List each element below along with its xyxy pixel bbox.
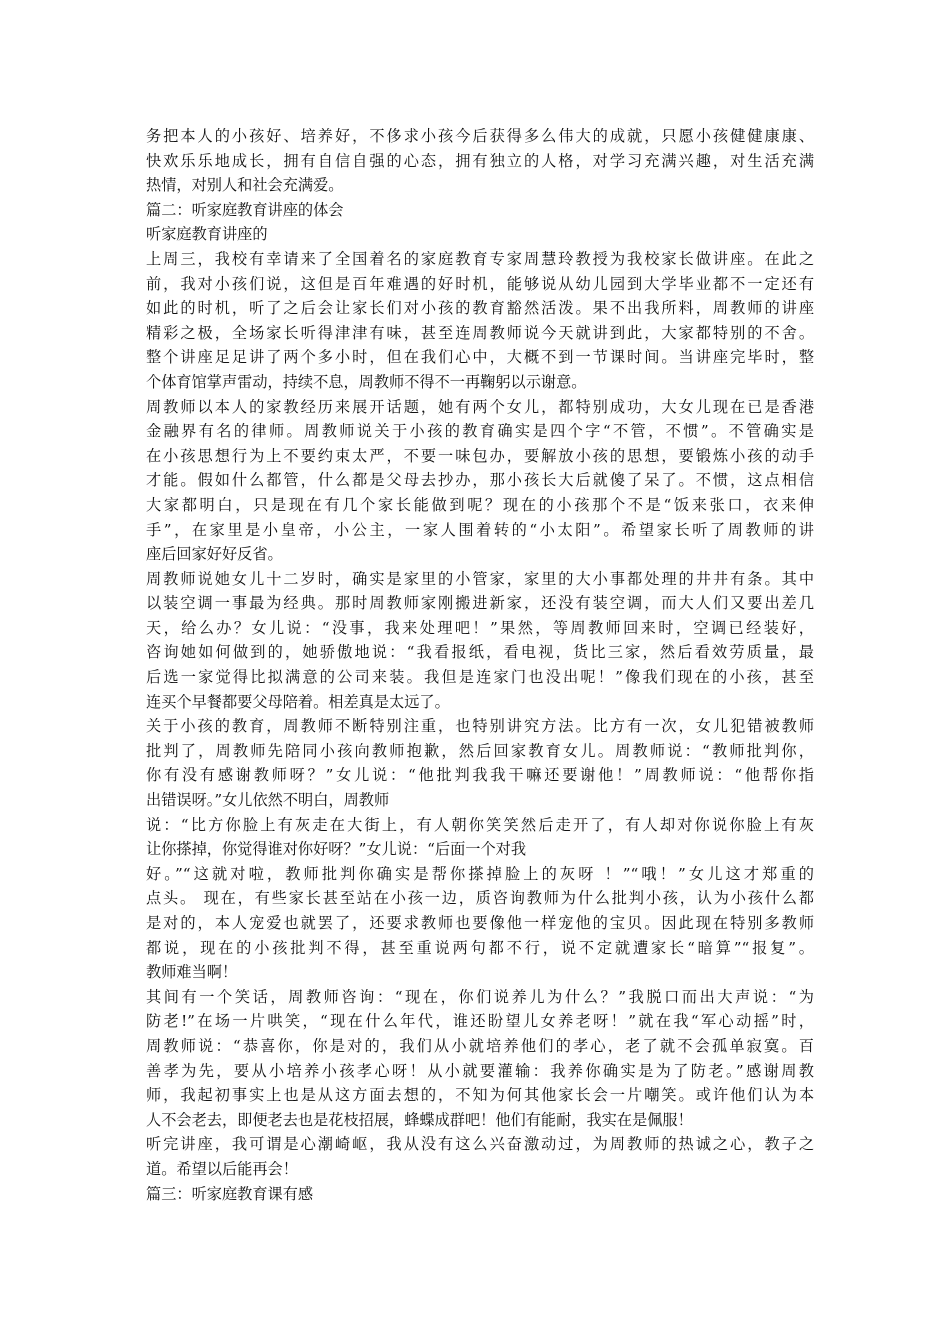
text-line: 出错误呀。”女儿依然不明白，周教师: [146, 791, 390, 810]
text-line: 后选一家觉得比拟满意的公司来装。我但是连家门也没出呢！”像我们现在的小孩，甚至: [146, 668, 814, 687]
text-line: 教师难当啊！: [146, 963, 238, 982]
text-line: 精彩之极，全场家长听得津津有味，甚至连周教师说今天就讲到此，大家都特别的不舍。: [146, 323, 814, 342]
text-line: 连买个早餐都要父母陪着。相差真是太远了。: [146, 692, 450, 711]
text-line: 让你搽掉，你觉得谁对你好呀？”女儿说：“后面一个对我: [146, 840, 527, 859]
text-line: 关于小孩的教育，周教师不断特别注重，也特别讲究方法。比方有一次，女儿犯错被教师: [146, 717, 814, 736]
document-body: [146, 124, 814, 1206]
text-line: 前，我对小孩们说，这但是百年难遇的好时机，能够说从幼儿园到大学毕业都不一定还有: [146, 274, 814, 293]
text-line: 座后回家好好反省。: [146, 545, 283, 564]
text-line: 金融界有名的律师。周教师说关于小孩的教育确实是四个字“不管，不惯”。不管确实是: [146, 422, 814, 441]
text-line: 快欢乐乐地成长，拥有自信自强的心态，拥有独立的人格，对学习充满兴趣，对生活充满: [146, 151, 814, 170]
text-line: 篇二：听家庭教育讲座的体会: [146, 200, 344, 219]
text-line: 热情，对别人和社会充满爱。: [146, 176, 344, 195]
text-line: 批判了，周教师先陪同小孩向教师抱歉，然后回家教育女儿。周教师说：“教师批判你，: [146, 741, 814, 760]
text-line: 防老!”在场一片哄笑，“现在什么年代，谁还盼望儿女养老呀！”就在我“军心动摇”时，: [146, 1012, 814, 1031]
text-line: 周教师以本人的家教经历来展开话题，她有两个女儿，都特别成功，大女儿现在已是香港: [146, 397, 814, 416]
text-line: 说：“比方你脸上有灰走在大街上，有人朝你笑笑然后走开了，有人却对你说你脸上有灰: [146, 815, 814, 834]
text-line: 天，给么办？女儿说：“没事，我来处理吧！”果然，等周教师回来时，空调已经装好，: [146, 618, 814, 637]
text-line: 听家庭教育讲座的: [146, 225, 268, 244]
text-line: 大家都明白，只是现在有几个家长能做到呢？现在的小孩那个不是“饭来张口，衣来伸: [146, 495, 814, 514]
text-line: 在小孩思想行为上不要约束太严，不要一味包办，要解放小孩的思想，要锻炼小孩的动手: [146, 446, 814, 465]
text-line: 点头。 现在，有些家长甚至站在小孩一边，质咨询教师为什么批判小孩，认为小孩什么都: [146, 889, 814, 908]
text-line: 道。希望以后能再会！: [146, 1159, 298, 1178]
text-line: 务把本人的小孩好、培养好，不侈求小孩今后获得多么伟大的成就，只愿小孩健健康康、: [146, 127, 814, 145]
text-line: 个体育馆掌声雷动，持续不息，周教师不得不一再鞠躬以示谢意。: [146, 372, 587, 391]
text-line: 上周三，我校有幸请来了全国着名的家庭教育专家周慧玲教授为我校家长做讲座。在此之: [146, 249, 814, 268]
text-line: 其间有一个笑话，周教师咨询：“现在，你们说养儿为什么？”我脱口而出大声说：“为: [146, 987, 814, 1006]
text-line: 好。”“这就对啦，教师批判你确实是帮你搽掉脸上的灰呀 ！”“哦！”女儿这才郑重的: [146, 864, 814, 883]
text-line: 你有没有感谢教师呀？”女儿说：“他批判我我干嘛还要谢他！”周教师说：“他帮你指: [146, 766, 814, 785]
text-line: 周教师说：“恭喜你，你是对的，我们从小就培养他们的孝心，老了就不会孤单寂寞。百: [146, 1036, 814, 1055]
text-line: 手”，在家里是小皇帝，小公主，一家人围着转的“小太阳”。希望家长听了周教师的讲: [146, 520, 814, 539]
text-line: 整个讲座足足讲了两个多小时，但在我们心中，大概不到一节课时间。当讲座完毕时，整: [146, 348, 814, 367]
text-line: 周教师说她女儿十二岁时，确实是家里的小管家，家里的大小事都处理的井井有条。其中: [146, 569, 814, 588]
text-line: 善孝为先，要从小培养小孩孝心呀！从小就要灌输：我养你确实是为了防老。”感谢周教: [146, 1061, 814, 1080]
text-line: 以装空调一事最为经典。那时周教师家刚搬进新家，还没有装空调，而大人们又要出差几: [146, 594, 814, 613]
text-line: 人不会老去，即便老去也是花枝招展，蜂蝶成群吧！他们有能耐，我实在是佩服！: [146, 1110, 693, 1129]
text-line: 如此的时机，听了之后会让家长们对小孩的教育豁然活泼。果不出我所料，周教师的讲座: [146, 299, 814, 318]
text-line: 都说，现在的小孩批判不得，甚至重说两句都不行，说不定就遭家长“暗算”“报复”。: [146, 938, 814, 957]
text-line: 师，我起初事实上也是从这方面去想的，不知为何其他家长会一片嘲笑。或许他们认为本: [146, 1086, 814, 1105]
text-line: 咨询她如何做到的，她骄傲地说：“我看报纸，看电视，货比三家，然后看效劳质量，最: [146, 643, 814, 662]
text-line: 篇三：听家庭教育课有感: [146, 1184, 314, 1203]
text-line: 听完讲座，我可谓是心潮崎岖，我从没有这么兴奋激动过，为周教师的热诚之心，教子之: [146, 1135, 814, 1154]
text-line: 是对的，本人宠爱也就罢了，还要求教师也要像他一样宠他的宝贝。因此现在特别多教师: [146, 914, 814, 932]
text-line: 才能。假如什么都管，什么都是父母去抄办，那小孩长大后就傻了呆了。不惯，这点相信: [146, 471, 814, 490]
